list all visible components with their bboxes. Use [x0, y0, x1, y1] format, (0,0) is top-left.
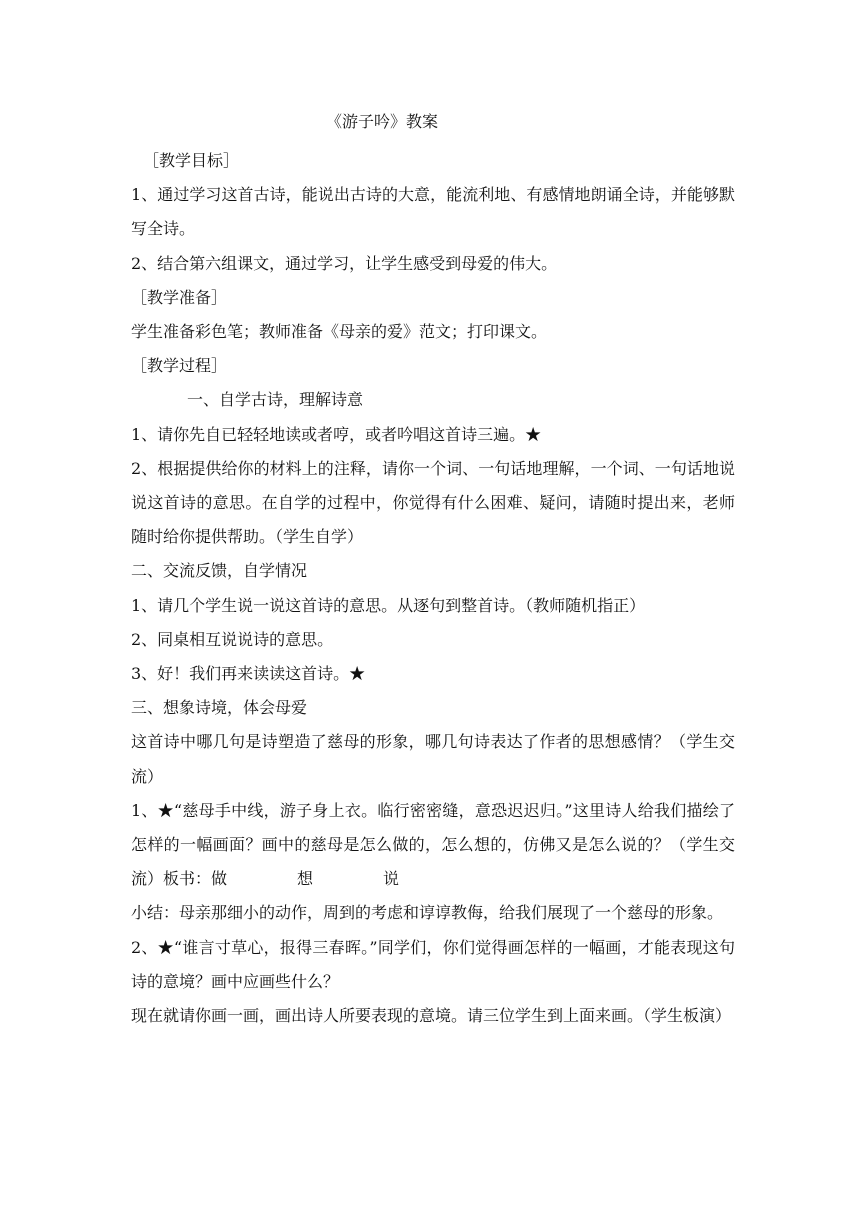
- section-3-intro: 这首诗中哪几句是诗塑造了慈母的形象，哪几句诗表达了作者的思想感情？（学生交流）: [131, 732, 735, 786]
- section-3-heading: 三、想象诗境，体会母爱: [131, 698, 308, 718]
- section-1-item-2: 2、根据提供给你的材料上的注释，请你一个词、一句话地理解，一个词、一句话地说说这首诗的意思。在自学的过程中，你觉得有什么困难、疑问，请随时提出来，老师随时给你提供帮助。（学生自学）: [131, 458, 735, 547]
- document-title: 《游子吟》教案: [326, 112, 439, 131]
- prep-text: 学生准备彩色笔；教师准备《母亲的爱》范文；打印课文。: [131, 322, 548, 342]
- section-2-item-2: 2、同桌相互说说诗的意思。: [131, 629, 334, 649]
- prep-heading: ［教学准备］: [131, 287, 228, 307]
- goal-heading: ［教学目标］: [143, 151, 240, 170]
- section-2-heading: 二、交流反馈，自学情况: [131, 561, 308, 581]
- section-3-item-1: [131, 794, 735, 897]
- process-heading: ［教学过程］: [131, 356, 228, 376]
- section-3-summary: 小结：母亲那细小的动作，周到的考虑和谆谆教侮，给我们展现了一个慈母的形象。: [131, 903, 724, 923]
- section-2-item-1: 1、请几个学生说一说这首诗的意思。从逐句到整首诗。（教师随机指正）: [131, 595, 646, 615]
- section-3-item-2: 2、★“谁言寸草心，报得三春晖。”同学们，你们觉得画怎样的一幅画，才能表现这句诗的意境？画中应画些什么？: [131, 937, 735, 991]
- document-body: [131, 144, 735, 1033]
- board-word-do: 做: [211, 869, 228, 889]
- goal-item-1: 1、通过学习这首古诗，能说出古诗的大意，能流利地、有感情地朗诵全诗，并能够默写全诗。: [131, 185, 735, 239]
- section-3-item-1-text: 1、★“慈母手中线，游子身上衣。临行密密缝，意恐迟迟归。”这里诗人给我们描绘了怎样的一幅画面？画中的慈母是怎么做的，怎么想的，仿佛又是怎么说的？（学生交流）板书：: [131, 800, 735, 889]
- board-word-say: 说: [383, 869, 400, 889]
- section-1-heading: 一、自学古诗，理解诗意: [187, 390, 364, 410]
- section-2-item-3: 3、好！我们再来读读这首诗。★: [131, 664, 366, 684]
- goal-item-2: 2、结合第六组课文，通过学习，让学生感受到母爱的伟大。: [131, 253, 558, 273]
- section-1-item-1: 1、请你先自已轻轻地读或者哼，或者吟唱这首诗三遍。★: [131, 424, 542, 444]
- board-word-think: 想: [297, 869, 314, 889]
- section-3-drawing-instruction: 现在就请你画一画，画出诗人所要表现的意境。请三位学生到上面来画。（学生板演）: [131, 1006, 732, 1026]
